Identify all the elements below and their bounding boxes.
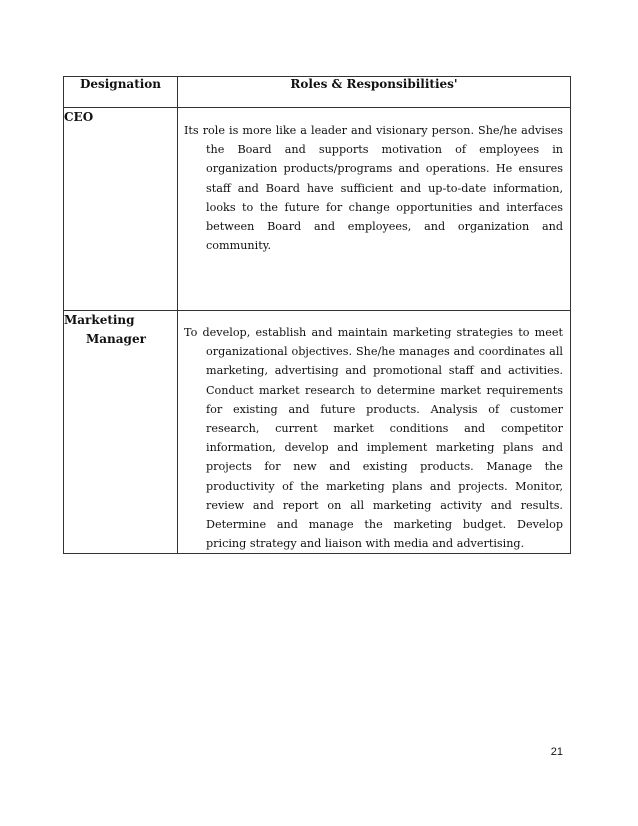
designation-header: Designation <box>64 77 178 108</box>
designation-manager: Manager <box>86 332 146 346</box>
page-number: 21 <box>550 746 563 758</box>
designation-cell <box>64 108 178 311</box>
designation-marketing: Marketing <box>64 313 135 327</box>
designation-ceo: CEO <box>64 110 94 124</box>
table-header-row <box>64 77 571 108</box>
roles-table <box>63 76 571 554</box>
table-row <box>64 108 571 311</box>
roles-text-marketing-manager: To develop, establish and maintain marketing strategies to meet organizational objectives. She/he manages and coordinates all marketing, advertising and promotional staff and activities. Conduct market research to determine market requirements for existing and future products. Analysis of customer research, current market conditions and competitor information, develop and implement marketing plans and projects for new and existing products. Manage the productivity of the marketing plans and projects. Monitor, review and report on all marketing activity and results. Determine and manage the marketing budget. Develop pricing strategy and liaison with media and advertising. <box>184 326 563 551</box>
roles-text-ceo: Its role is more like a leader and visionary person. She/he advises the Board and supports motivation of employees in organization products/programs and operations. He ensures staff and Board have sufficient and up-to-date information, looks to the future for change opportunities and interfaces between Board and employees, and organization and community. <box>184 124 563 253</box>
roles-cell <box>178 108 571 311</box>
roles-header: Roles & Responsibilities' <box>178 77 571 108</box>
roles-cell <box>178 311 571 554</box>
table-row <box>64 311 571 554</box>
designation-cell <box>64 311 178 554</box>
